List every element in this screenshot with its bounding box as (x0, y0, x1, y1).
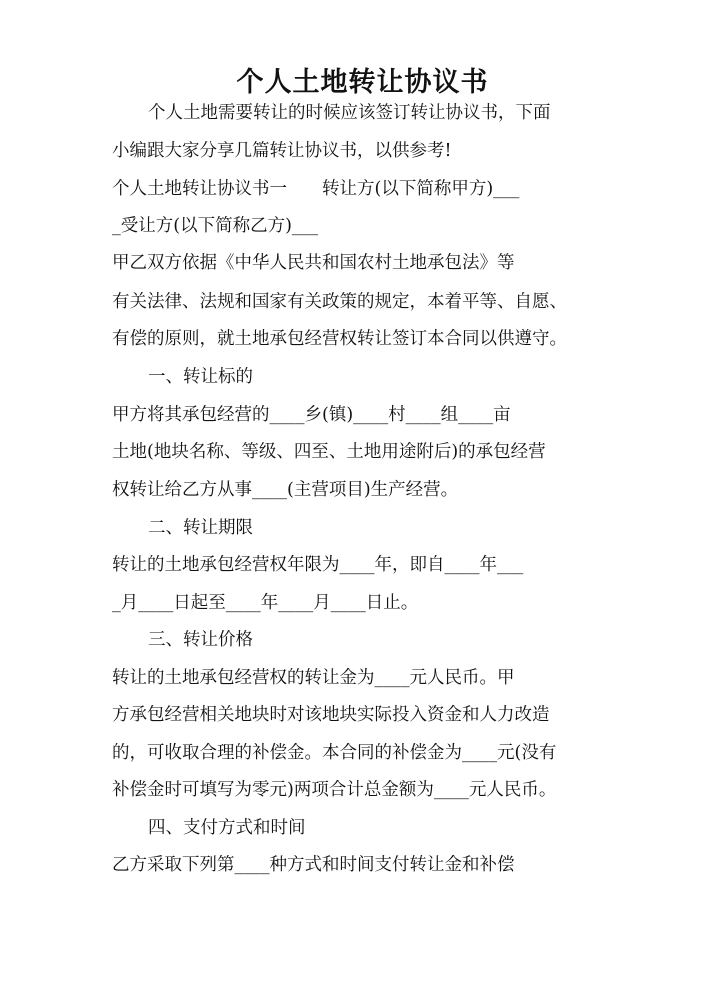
section-3-line-3: 的，可收取合理的补偿金。本合同的补偿金为____元(没有 (112, 743, 557, 763)
section-1-line-1: 甲方将其承包经营的____乡(镇)____村____组____亩 (112, 405, 511, 425)
transferee-line: _受让方(以下简称乙方)___ (112, 216, 319, 236)
section-heading-2: 二、转让期限 (148, 518, 253, 538)
preamble-line-3: 有偿的原则，就土地承包经营权转让签订本合同以供遵守。 (112, 329, 567, 349)
agreement-header-line: 个人土地转让协议书一 转让方(以下简称甲方)___ (112, 179, 520, 199)
section-heading-3: 三、转让价格 (148, 630, 253, 650)
section-heading-1: 一、转让标的 (148, 367, 253, 387)
section-1-line-3: 权转让给乙方从事____(主营项目)生产经营。 (112, 480, 459, 500)
intro-line-2: 小编跟大家分享几篇转让协议书，以供参考! (112, 141, 452, 161)
preamble-line-2: 有关法律、法规和国家有关政策的规定，本着平等、自愿、 (112, 292, 567, 312)
section-4-line-1: 乙方采取下列第____种方式和时间支付转让金和补偿 (112, 855, 515, 875)
section-heading-4: 四、支付方式和时间 (148, 818, 306, 838)
preamble-line-1: 甲乙双方依据《中华人民共和国农村土地承包法》等 (112, 253, 515, 273)
section-3-line-4: 补偿金时可填写为零元)两项合计总金额为____元人民币。 (112, 780, 557, 800)
section-1-line-2: 土地(地块名称、等级、四至、土地用途附后)的承包经营 (112, 442, 546, 462)
section-2-line-1: 转让的土地承包经营权年限为____年，即自____年___ (112, 555, 524, 575)
section-3-line-2: 方承包经营相关地块时对该地块实际投入资金和人力改造 (112, 705, 550, 725)
intro-line-1: 个人土地需要转让的时候应该签订转让协议书，下面 (148, 103, 551, 123)
section-2-line-2: _月____日起至____年____月____日止。 (112, 593, 419, 613)
section-3-line-1: 转让的土地承包经营权的转让金为____元人民币。甲 (112, 668, 515, 688)
document-title: 个人土地转让协议书 (236, 67, 489, 98)
